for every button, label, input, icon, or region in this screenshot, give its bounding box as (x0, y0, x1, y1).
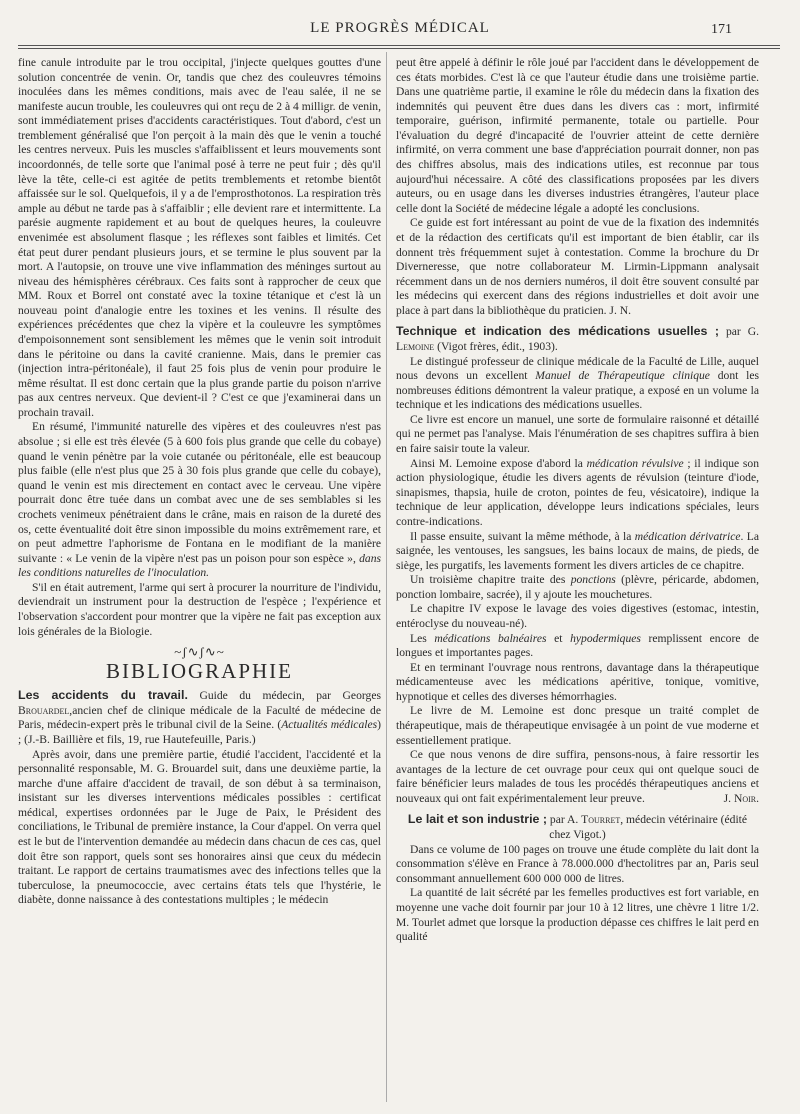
ornament-flourish: ~ʃ∿ʃ∿~ (174, 644, 225, 660)
paragraph: Le distingué professeur de clinique médicale de la Faculté de Lille, auquel nous devons un excellent Manuel de Thérapeutique clinique dont les nombreuses éditions démontrent la valeur pratique, a exposé en un volume la technique et les indications des médications usuelles. (396, 354, 759, 412)
paragraph: fine canule introduite par le trou occipital, j'injecte quelques gouttes d'une solution concentrée de venin. Or, tandis que chez des couleuvres témoins inoculées dans les mêmes conditions, mais avec de l'eau salée, il ne se manifeste aucun trouble, les couleuvres qui ont reçu de 2 à 4 milligr. de venin, sont immédiatement prises d'accidents caractéristiques. Tout d'abord, c'est un tremblement généralisé que l'on perçoit à la main dès que le venin a touché les centres nerveux. Puis les muscles s'affaiblissent et leurs mouvements sont incoordonnés, de telle sorte que l'animal posé à terre ne peut fuir ; dès qu'il lève la tête, celle-ci est agitée de petits tremblements et retombe bientôt affaissée sur le sol. Quelquefois, il y a de l'emprosthotonos. La respiration très ample au début ne tarde pas à s'affaiblir ; elle devient rare et intermittente. La parésie augmente rapidement et au bout de quelques heures, la couleuvre envenimée est absolument flasque ; les réflexes sont faibles et limités. Cet état peut durer pendant plusieurs jours, et se termine le plus souvent par la mort. A l'autopsie, on trouve une vive inflammation des méninges surtout au niveau des hémisphères cérébraux. Ces faits sont à rapprocher de ceux que MM. Roux et Borrel ont constaté avec la toxine tétanique et c'est là un nouveau point d'analogie entre les toxines et les venins. Il résulte des expériences précédentes que chez la vipère et la couleuvre les symptômes d'empoisonnement sont sensiblement les mêmes que le venin soit introduit dans le péritoine ou dans la cavité cranienne. Mais, dans le premier cas (injection intra-péritonéale), il faut 25 fois plus de venin pour produire le même résultat. Il est donc certain que la plus grande partie du poison n'arrive pas aux centres nerveux. Que devient-il ? C'est ce que j'examinerai dans un prochain travail. (18, 56, 381, 419)
paragraph: peut être appelé à définir le rôle joué par l'accident dans le développement de ces états morbides. C'est là ce que l'auteur étudie dans une troisième partie. Dans une quatrième partie, il examine le rôle du médecin dans la fixation des indemnités qui peuvent être dues dans les divers cas : mort, infirmité temporaire, guérison, infirmité permanente, totale ou partielle. Pour l'évaluation du degré d'incapacité de l'ouvrier atteint de cette dernière infirmité, on verra comment une base d'appréciation pourrait donner, non pas des chiffres absolus, mais des indications utiles, est reconnue par tous aujourd'hui nécessaire. A côté des classifications proposées par les divers auteurs, ou en usage dans les diverses industries étrangères, l'auteur place celle dont la Société de médecine légale a adopté les conclusions. (396, 56, 759, 215)
paragraph: En résumé, l'immunité naturelle des vipères et des couleuvres n'est pas absolue ; si elle est très élevée (5 à 600 fois plus grande que celle du cobaye) quand le venin pénètre par la voie cutanée ou péritonéale, elle est beaucoup plus faible (elle n'est plus que 25 à 30 fois plus grande que celle du cobaye), quand le venin est mis directement en contact avec le cerveau. Une vipère pourrait donc être tuée dans un combat avec une de ses semblables si les crochets venimeux pénétraient dans le crâne, mais en raison de la dureté des os, cette éventualité doit être sinon impossible du moins extrêmement rare, et on peut admettre l'aphorisme de Fontana en le modifiant de la manière suivante : « Le venin de la vipère n'est pas un poison pour son espèce », dans les conditions naturelles de l'inoculation. (18, 420, 381, 580)
paragraph: Les médications balnéaires et hypodermiques remplissent encore de longues et importantes pages. (396, 631, 759, 660)
paragraph: Et en terminant l'ouvrage nous rentrons, davantage dans la thérapeutique médicamenteuse avec les médications apéritive, tonique, vomitive, hypnotique et celles des diverses hémorrhagies. (396, 660, 759, 703)
left-column (18, 56, 381, 1106)
paragraph: Ce livre est encore un manuel, une sorte de formulaire raisonné et détaillé qui ne permet pas l'analyse. Mais l'énumération de ses chapitres suffira à bien en faire saisir toute la valeur. (396, 412, 759, 456)
paragraph: S'il en était autrement, l'arme qui sert à procurer la nourriture de l'individu, deviendrait un instrument pour la destruction de l'espèce ; l'expérience et l'observation s'accordent pour montrer que la vipère ne fait pas exception aux lois générales de la Biologie. (18, 580, 381, 638)
header-rule-double (18, 48, 780, 49)
right-column (396, 56, 759, 1106)
paragraph: Ainsi M. Lemoine expose d'abord la médication révulsive ; il indique son action physiologique, étudie les divers agents de révulsion (teinture d'iode, sinapismes, thapsia, huile de croton, pointes de feu, vésicatoire), indique la technique de leur application, développe leurs indications spéciales, leurs contre-indications. (396, 456, 759, 528)
journal-title: LE PROGRÈS MÉDICAL (310, 20, 490, 36)
paragraph: Il passe ensuite, suivant la même méthode, à la médication dérivatrice. La saignée, les ventouses, les sangsues, les bains locaux de mains, de pieds, de siège, les purgatifs, les lavements forment les divers articles de ce chapitre. (396, 529, 759, 572)
signature: J. Noir. (723, 791, 759, 805)
column-divider (386, 52, 387, 1102)
article-heading: Le lait et son industrie ; par A. Tourret, médecin vétérinaire (édité chez Vigot.) (407, 812, 748, 842)
paragraph: Dans ce volume de 100 pages on trouve une étude complète du lait dont la consommation s'élève en France à 78.000.000 d'hectolitres par an, Paris seul consommant annuellement 600 000 000 de litres. (396, 842, 759, 885)
paragraph: Le livre de M. Lemoine est donc presque un traité complet de thérapeutique, mais de thérapeutique envisagée à un point de vue moderne et essentiellement pratique. (396, 704, 759, 747)
header-rule (18, 45, 780, 46)
paragraph: Après avoir, dans une première partie, étudié l'accident, l'accidenté et la personnalité responsable, M. G. Brouardel suit, dans une deuxième partie, la marche d'une affaire d'accident de travail, de son début à sa terminaison, insistant sur les diverses interventions médicales possibles : certificat médical, expertises ordonnées par le Juge de Paix, le Président des conciliations, le Tribunal de première instance, la Cour d'appel. On verra quel est le but de l'intervention demandée au médecin dans chacun de ces cas, quel doit être son rapport, quels sont ses honoraires ainsi que ceux du médecin traitant. Le rapport de certains traumatismes avec des infections telles que la tuberculose, la pneumococcie, avec certains états tels que l'hystérie, le diabète, donne naissance à des contestations multiples ; le médecin (18, 747, 381, 907)
article-heading: Technique et indication des médications usuelles ; par G. Lemoine (Vigot frères, édit., 1903). (396, 324, 759, 353)
section-title: BIBLIOGRAPHIE (106, 658, 293, 683)
page-header (0, 14, 800, 42)
article-heading: Les accidents du travail. Guide du médecin, par Georges Brouardel,ancien chef de clinique médicale de la Faculté de médecine de Paris, médecin-expert près le tribunal civil de la Seine. (Actualités médicales) ; (J.-B. Baillière et fils, 19, rue Hautefeuille, Paris.) (18, 688, 381, 747)
paragraph: Le chapitre IV expose le lavage des voies digestives (estomac, intestin, entéroclyse du nouveau-né). (396, 602, 759, 630)
paragraph: La quantité de lait sécrété par les femelles productives est fort variable, en moyenne une vache doit fournir par jour 10 à 12 litres, une chèvre 1 litre 1/2. M. Tourlet admet que lorsque la production dépasse ces chiffres le lait perd en qualité (396, 886, 759, 944)
paragraph: Ce guide est fort intéressant au point de vue de la fixation des indemnités et de la rédaction des certificats qu'il est important de bien établir, car ils donnent très fréquemment sujet à contestation. Comme la brochure du Dr Diverneresse, que notre collaborateur M. Lirmin-Lippmann analysait récemment dans un de nos derniers numéros, il doit être souvent consulté par les médecins qui exercent dans des régions industrielles et doit avoir une place à part dans la bibliothèque du praticien. J. N. (396, 216, 759, 317)
paragraph: Un troisième chapitre traite des ponctions (plèvre, péricarde, abdomen, ponction lombaire, sacrée), il y ajoute les mouchetures. (396, 573, 759, 601)
paragraph: Ce que nous venons de dire suffira, pensons-nous, à faire ressortir les avantages de la lecture de cet ouvrage pour ceux qui ont quelque souci de faire bénéficier leurs malades de tous les procédés thérapeutiques anciens et nouveaux qui ont fait expérimentalement leur preuve. J. Noir. (396, 748, 759, 805)
page-number: 171 (711, 22, 732, 37)
